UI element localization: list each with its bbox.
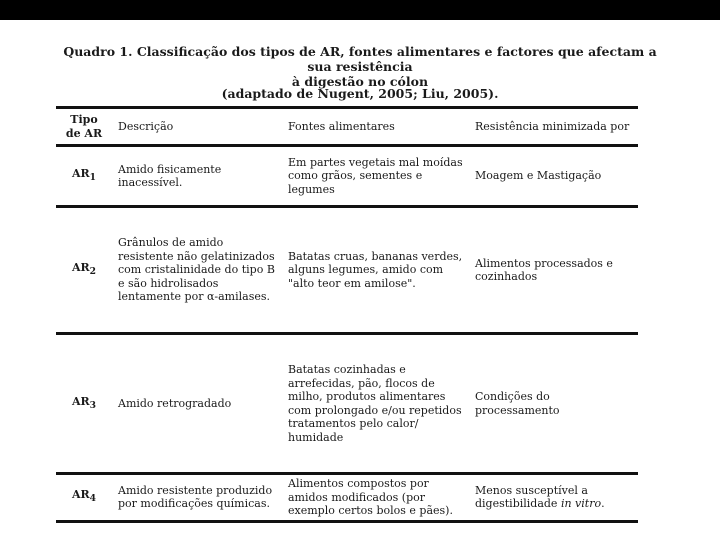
row-resistencia — [469, 474, 638, 522]
row-tipo — [56, 146, 112, 207]
ar-subscript: 1 — [89, 172, 97, 184]
row-resistencia: Alimentos processados e cozinhados — [469, 207, 638, 334]
ar-label: AR — [71, 167, 90, 181]
table-row — [56, 207, 638, 334]
header-tipo-line2: de AR — [65, 126, 103, 140]
ar-subscript: 4 — [89, 493, 97, 505]
table-row — [56, 474, 638, 522]
table-caption — [50, 44, 670, 89]
header-tipo — [56, 108, 112, 146]
resistencia-italic: in vitro — [560, 497, 602, 511]
resistencia-prefix: Menos susceptível a digestibilidade — [475, 483, 588, 511]
header-row — [56, 108, 638, 146]
ar-subscript: 3 — [89, 399, 97, 411]
header-tipo-line1: Tipo — [70, 113, 98, 126]
caption-line-1: Quadro 1. Classificação dos tipos de AR, fontes alimentares e factores que afectam a sua resistência — [63, 44, 657, 74]
row-resistencia: Moagem e Mastigação — [469, 146, 638, 207]
table-source: (adaptado de Nugent, 2005; Liu, 2005). — [221, 86, 499, 101]
resistencia-suffix: . — [601, 497, 605, 511]
row-descricao: Grânulos de amido resistente não gelatinizados com cristalinidade do tipo B e são hidrolisados lentamente por α-amilases. — [112, 207, 282, 334]
row-tipo — [56, 207, 112, 334]
ar-label: AR — [71, 261, 90, 275]
row-descricao: Amido retrogradado — [112, 334, 282, 474]
row-descricao: Amido fisicamente inacessível. — [112, 146, 282, 207]
header-descricao: Descrição — [112, 108, 282, 146]
row-fontes: Em partes vegetais mal moídas como grãos, sementes e legumes — [282, 146, 469, 207]
header-resistencia: Resistência minimizada por — [469, 108, 638, 146]
row-tipo — [56, 474, 112, 522]
ar-label: AR — [71, 488, 90, 502]
row-fontes: Alimentos compostos por amidos modificados (por exemplo certos bolos e pães). — [282, 474, 469, 522]
ar-label: AR — [71, 394, 90, 408]
row-fontes: Batatas cozinhadas e arrefecidas, pão, flocos de milho, produtos alimentares com prolongado e/ou repetidos tratamentos pelo calor/ humidade — [282, 334, 469, 474]
row-descricao: Amido resistente produzido por modificações químicas. — [112, 474, 282, 522]
caption-line-2: à digestão no cólon — [291, 74, 429, 89]
top-black-bar — [0, 0, 720, 20]
classification-table — [56, 106, 638, 523]
table-row — [56, 146, 638, 207]
table-row — [56, 334, 638, 474]
row-fontes: Batatas cruas, bananas verdes, alguns legumes, amido com "alto teor em amilose". — [282, 207, 469, 334]
ar-subscript: 2 — [89, 266, 97, 278]
header-fontes: Fontes alimentares — [282, 108, 469, 146]
row-resistencia: Condições do processamento — [469, 334, 638, 474]
row-tipo — [56, 334, 112, 474]
